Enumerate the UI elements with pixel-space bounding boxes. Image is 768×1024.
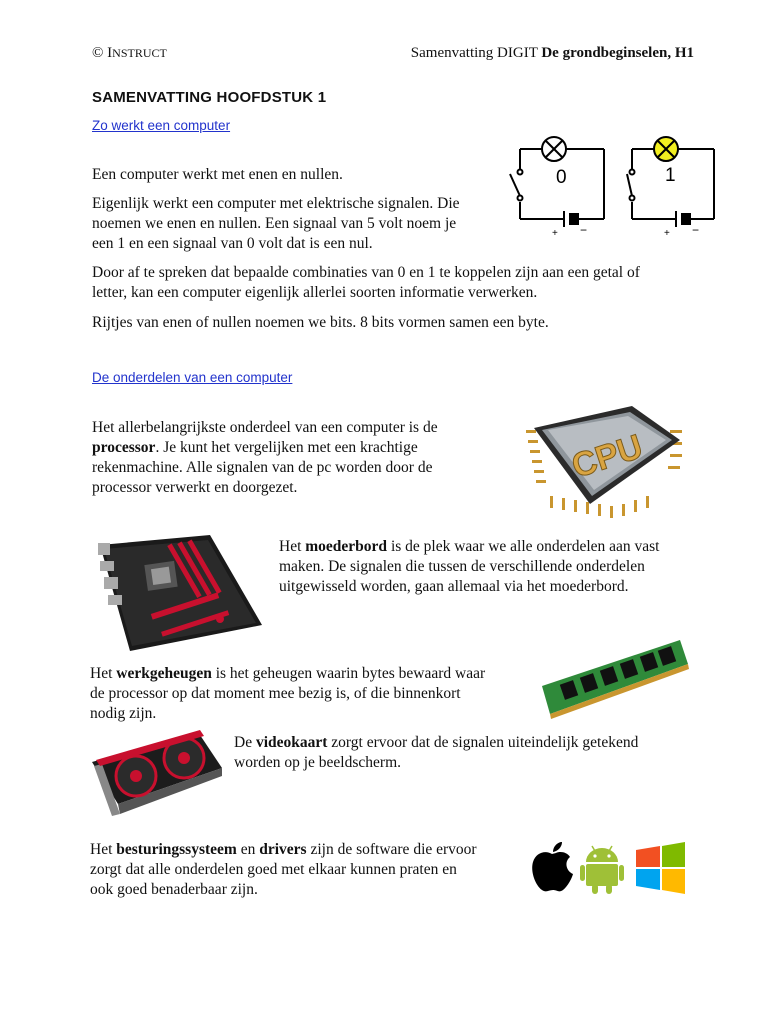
mobo-line-rest: is de plek waar we alle onderdelen aan vast: [387, 538, 660, 555]
cpu-chip-label: CPU: [567, 427, 648, 486]
mobo-line: maken. De signalen die tussen de verschillende onderdelen: [279, 558, 645, 575]
ram-line: de processor op dat moment mee bezig is, of die binnenkort: [90, 685, 461, 702]
os-term-1: besturingssysteem: [116, 841, 237, 858]
mobo-term: moederbord: [305, 538, 388, 555]
os-logos: [528, 840, 688, 896]
s1-paragraph-3: [92, 263, 640, 303]
windows-logo-icon: [636, 842, 685, 894]
battery-minus: −: [692, 223, 700, 237]
cpu-line: Het allerbelangrijkste onderdeel van een computer is de: [92, 419, 438, 436]
header-brand: [92, 43, 167, 63]
ram-line-rest: is het geheugen waarin bytes bewaard waar: [211, 665, 486, 682]
cpu-term: processor: [92, 439, 156, 456]
os-mid: en: [236, 841, 260, 858]
s1-paragraph-4: Rijtjes van enen of nullen noemen we bits. 8 bits vormen samen een byte.: [92, 314, 549, 331]
os-line: [90, 840, 477, 860]
mobo-line: [279, 537, 660, 557]
s1-p2-line: noemen we enen en nullen. Een signaal van 5 volt noem je: [92, 215, 457, 232]
ram-term: werkgeheugen: [116, 665, 212, 682]
motherboard-image: [90, 533, 264, 653]
os-term-2: drivers: [259, 841, 307, 858]
os-line-rest: zijn de software die ervoor: [306, 841, 477, 858]
ram-pre: Het: [90, 665, 117, 682]
doc-title-bold: De grondbeginselen, H1: [541, 45, 694, 61]
brand-initial: I: [107, 45, 113, 61]
s1-paragraph-1: Een computer werkt met enen en nullen.: [92, 166, 343, 183]
apple-logo-icon: [532, 842, 573, 891]
circuit-diagrams: [508, 134, 720, 244]
gpu-pre: De: [234, 734, 256, 751]
s1-p3-line: letter, kan een computer eigenlijk allerlei soorten informatie verwerken.: [92, 284, 538, 301]
s1-p2-line: Eigenlijk werkt een computer met elektrische signalen. Die: [92, 195, 460, 212]
os-paragraph: [90, 840, 477, 900]
gpu-line: [234, 733, 638, 753]
ram-image: [540, 636, 690, 722]
s1-paragraph-2: [92, 194, 460, 254]
os-line: ook goed benaderbaar zijn.: [90, 881, 258, 898]
mobo-pre: Het: [279, 538, 306, 555]
os-pre: Het: [90, 841, 117, 858]
battery-plus: +: [664, 228, 670, 239]
cpu-line-rest: . Je kunt het vergelijken met een krachtige: [155, 439, 418, 456]
s1-p2-line: een 1 en een signaal van 0 volt dat is een nul.: [92, 235, 373, 252]
link-de-onderdelen[interactable]: De onderdelen van een computer: [92, 370, 293, 385]
os-line: zorgt dat alle onderdelen goed met elkaar kunnen praten en: [90, 861, 457, 878]
gpu-term: videokaart: [255, 734, 328, 751]
android-logo-icon: [580, 846, 624, 894]
cpu-line: [92, 438, 438, 458]
gpu-paragraph: [234, 733, 638, 773]
circuit-on-digit: 1: [665, 165, 676, 186]
ram-line: nodig zijn.: [90, 705, 157, 722]
cpu-image: [520, 400, 692, 522]
ram-paragraph: [90, 664, 485, 724]
cpu-line: rekenmachine. Alle signalen van de pc worden door de: [92, 459, 433, 476]
mobo-line: uitgewisseld worden, gaan allemaal via het moederbord.: [279, 578, 629, 595]
header-doc-title: [411, 43, 694, 63]
battery-plus: +: [552, 228, 558, 239]
gpu-line: worden op je beeldscherm.: [234, 754, 401, 771]
link-zo-werkt-een-computer[interactable]: Zo werkt een computer: [92, 118, 231, 133]
page-title: SAMENVATTING HOOFDSTUK 1: [92, 89, 327, 106]
s1-p3-line: Door af te spreken dat bepaalde combinaties van 0 en 1 te koppelen zijn aan een getal of: [92, 264, 640, 281]
cpu-line: processor verwerkt en doorgezet.: [92, 479, 298, 496]
copyright-symbol: ©: [92, 45, 104, 61]
ram-line: [90, 664, 485, 684]
mobo-paragraph: [279, 537, 660, 597]
circuit-off-digit: 0: [556, 167, 567, 188]
doc-title-plain: Samenvatting DIGIT: [410, 45, 542, 61]
battery-minus: −: [580, 223, 588, 237]
gpu-line-rest: zorgt ervoor dat de signalen uiteindelijk getekend: [327, 734, 639, 751]
videocard-image: [88, 728, 224, 824]
brand-rest: NSTRUCT: [112, 46, 167, 60]
cpu-paragraph: [92, 418, 438, 498]
